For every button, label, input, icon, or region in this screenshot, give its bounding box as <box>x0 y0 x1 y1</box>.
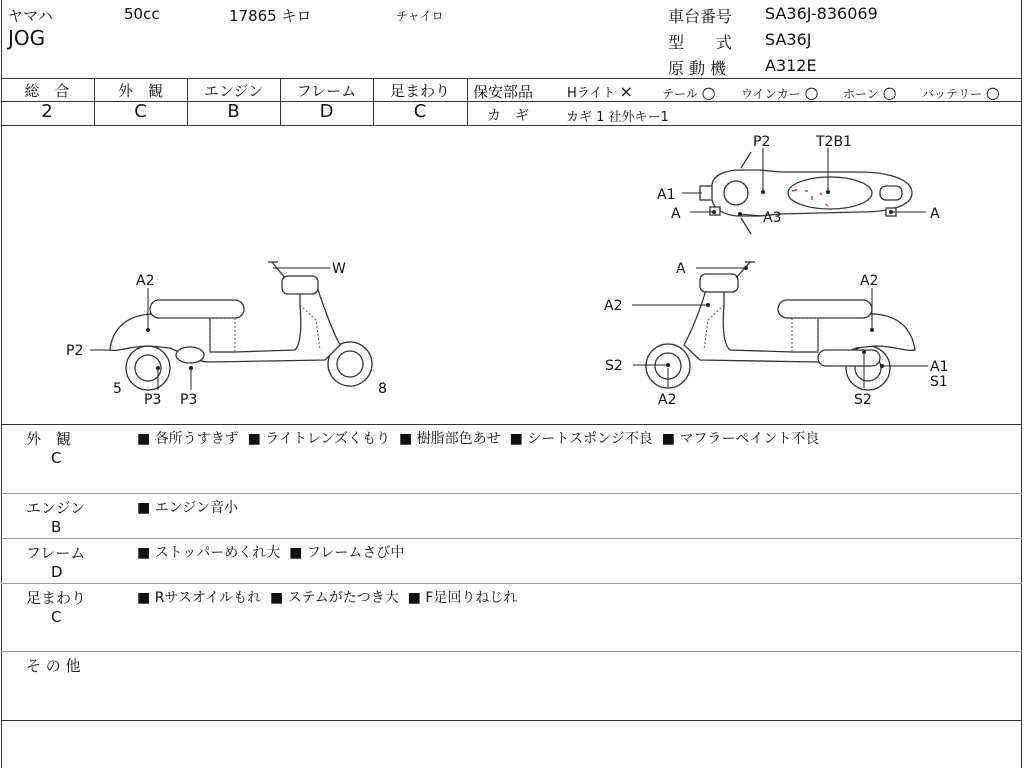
safety-item-mark: ○ <box>985 83 1000 102</box>
rating-value-exterior: C <box>134 101 147 122</box>
key-value: カギ 1 社外キー1 <box>566 110 669 125</box>
safety-battery <box>922 83 1000 102</box>
damage-label: A3 <box>763 210 782 226</box>
damage-label: A2 <box>860 273 879 289</box>
rating-value-frame: D <box>319 101 334 122</box>
safety-item-name: バッテリー <box>922 87 983 101</box>
rating-value-overall: 2 <box>41 101 53 122</box>
safety-item-mark: ○ <box>804 83 819 102</box>
damage-label: A1 <box>930 359 949 375</box>
remark-item: シートスポンジ不良 <box>527 431 653 447</box>
damage-label: T2B1 <box>816 134 852 150</box>
safety-horn <box>843 83 897 102</box>
rating-label-overall: 総 合 <box>24 82 70 100</box>
remark-items-exterior: ■ 各所うすきず ■ ライトレンズくもり ■ 樹脂部色あせ ■ シートスポンジ不良 ■ マフラーペイント不良 <box>137 431 820 447</box>
rating-label-frame: フレーム <box>296 82 357 100</box>
rating-label-suspension: 足まわり <box>389 82 450 100</box>
engine-label: 原 動 機 <box>668 59 727 78</box>
type-label: 型 式 <box>668 33 733 52</box>
frame-number: SA36J-836069 <box>765 4 878 23</box>
divider-header <box>1 78 1022 79</box>
safety-item-mark: × <box>619 82 633 101</box>
remark-items-engine: ■ エンジン音小 <box>137 500 238 516</box>
damage-label: 5 <box>113 381 122 397</box>
remark-label-frame: フレーム <box>26 544 86 562</box>
remark-item: ステムがたつき大 <box>287 590 399 606</box>
divider-remark <box>1 583 1022 584</box>
rating-label-exterior: 外 観 <box>117 82 163 100</box>
engine-value: A312E <box>765 56 817 75</box>
damage-label: S1 <box>930 374 948 390</box>
safety-winker <box>741 83 818 102</box>
damage-diagram <box>0 126 1020 424</box>
divider-remark <box>1 538 1022 539</box>
safety-item-mark: ○ <box>882 83 897 102</box>
divider-diagram <box>1 424 1022 425</box>
safety-headlight <box>567 82 633 101</box>
rating-sep <box>467 78 468 125</box>
remark-grade-exterior: C <box>51 449 62 467</box>
divider-remark <box>1 493 1022 494</box>
mileage: 17865 キロ <box>229 7 312 25</box>
damage-label: S2 <box>854 392 872 408</box>
damage-label: A <box>676 261 686 277</box>
remark-items-frame: ■ ストッパーめくれ大 ■ フレームさび中 <box>137 545 405 561</box>
key-label: カ ギ <box>487 108 529 124</box>
remark-item: エンジン音小 <box>154 500 238 516</box>
damage-label: 8 <box>378 381 387 397</box>
remark-grade-frame: D <box>51 563 63 581</box>
remark-label-exterior: 外 観 <box>26 430 72 448</box>
remark-grade-engine: B <box>51 518 62 536</box>
remark-item: Rサスオイルもれ <box>154 590 262 606</box>
safety-item-name: Hライト <box>567 86 616 101</box>
damage-label: W <box>332 261 346 277</box>
remark-label-other: そ の 他 <box>26 657 81 675</box>
displacement: 50cc <box>124 5 160 23</box>
rating-label-engine: エンジン <box>203 82 264 100</box>
safety-item-name: ホーン <box>843 87 879 101</box>
damage-label: A2 <box>136 273 155 289</box>
remark-label-suspension: 足まわり <box>26 589 87 607</box>
safety-item-name: ウインカー <box>741 87 801 101</box>
remark-label-engine: エンジン <box>26 499 86 517</box>
remark-item: 各所うすきず <box>154 431 239 447</box>
damage-label: P2 <box>66 343 84 359</box>
remark-item: マフラーペイント不良 <box>679 431 820 447</box>
damage-label: P2 <box>753 134 771 150</box>
rating-value-engine: B <box>227 101 240 122</box>
frame-number-label: 車台番号 <box>668 7 733 26</box>
maker-name: ヤマハ <box>8 7 53 25</box>
rating-value-suspension: C <box>413 101 427 122</box>
top-view-scooter <box>700 152 912 234</box>
damage-label: A2 <box>604 298 623 314</box>
model-name: JOG <box>8 26 46 50</box>
safety-tail <box>662 83 716 102</box>
safety-item-mark: ○ <box>701 83 716 102</box>
safety-label: 保安部品 <box>473 83 534 101</box>
remark-item: フレームさび中 <box>306 545 405 561</box>
remark-item: ストッパーめくれ大 <box>154 545 281 561</box>
remark-items-suspension: ■ Rサスオイルもれ ■ ステムがたつき大 ■ F足回りねじれ <box>137 590 518 606</box>
damage-label: A1 <box>657 187 676 203</box>
frame-right-border <box>1021 0 1022 768</box>
safety-item-name: テール <box>662 87 698 101</box>
color: チャイロ <box>396 9 444 23</box>
damage-label: A <box>671 206 681 222</box>
type-value: SA36J <box>765 30 812 49</box>
divider-bottom <box>1 720 1022 721</box>
damage-label: A2 <box>658 392 677 408</box>
remark-item: 樹脂部色あせ <box>416 431 501 447</box>
damage-label: A <box>930 206 940 222</box>
divider-remark <box>1 651 1022 652</box>
remark-grade-suspension: C <box>51 608 62 626</box>
remark-item: F足回りねじれ <box>425 590 518 606</box>
damage-label: P3 <box>180 392 198 408</box>
remark-item: ライトレンズくもり <box>265 431 391 447</box>
damage-label: P3 <box>144 392 162 408</box>
damage-label: S2 <box>605 358 623 374</box>
